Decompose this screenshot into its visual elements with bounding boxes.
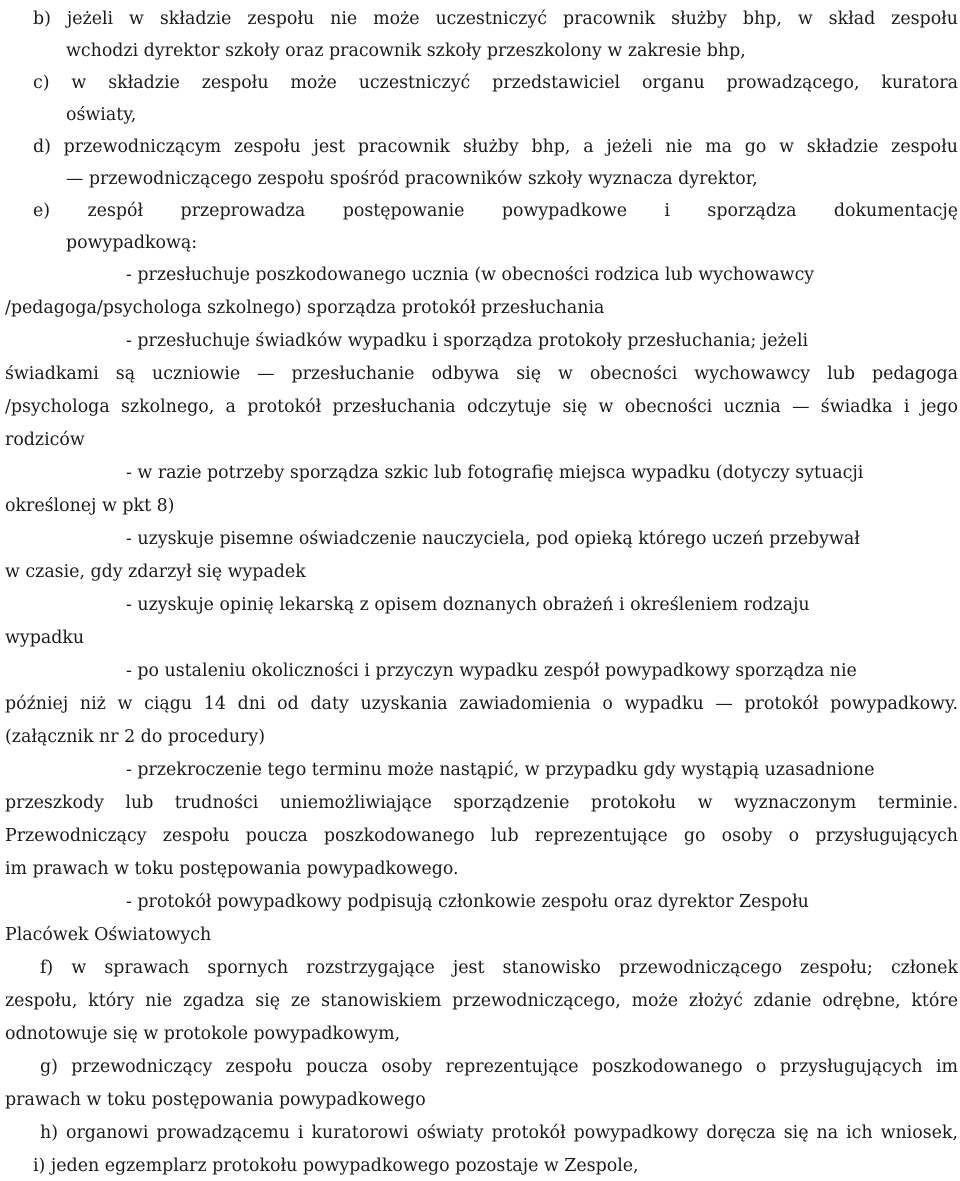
text-line: im prawach w toku postępowania powypadkowego. bbox=[5, 859, 459, 879]
text-line: f) w sprawach spornych rozstrzygające jest stanowisko przewodniczącego zespołu; członek bbox=[40, 958, 958, 978]
text-line: d) przewodniczącym zespołu jest pracownik służby bhp, a jeżeli nie ma go w składzie zespołu bbox=[33, 137, 958, 157]
text-line: prawach w toku postępowania powypadkowego bbox=[5, 1090, 426, 1110]
text-line: - przekroczenie tego terminu może nastąpić, w przypadku gdy wystąpią uzasadnione bbox=[126, 760, 875, 780]
text-line: rodziców bbox=[5, 430, 85, 450]
text-line: e) zespół przeprowadza postępowanie powypadkowe i sporządza dokumentację bbox=[33, 201, 958, 221]
text-line: c) w składzie zespołu może uczestniczyć przedstawiciel organu prowadzącego, kuratora bbox=[33, 73, 958, 93]
text-line: i) jeden egzemplarz protokołu powypadkowego pozostaje w Zespole, bbox=[33, 1156, 639, 1176]
text-line: zespołu, który nie zgadza się ze stanowiskiem przewodniczącego, może złożyć zdanie odrębne, które bbox=[5, 991, 958, 1011]
text-line: - uzyskuje opinię lekarską z opisem doznanych obrażeń i określeniem rodzaju bbox=[126, 595, 810, 615]
text-line: Przewodniczący zespołu poucza poszkodowanego lub reprezentujące go osoby o przysługujących bbox=[5, 826, 958, 846]
text-line: odnotowuje się w protokole powypadkowym, bbox=[5, 1024, 401, 1044]
text-line: - protokół powypadkowy podpisują członkowie zespołu oraz dyrektor Zespołu bbox=[126, 892, 809, 912]
text-line: /psychologa szkolnego, a protokół przesłuchania odczytuje się w obecności ucznia — świadka i jego bbox=[5, 397, 958, 417]
text-line: świadkami są uczniowie — przesłuchanie odbywa się w obecności wychowawcy lub pedagoga bbox=[5, 364, 958, 384]
text-line: - przesłuchuje świadków wypadku i sporządza protokoły przesłuchania; jeżeli bbox=[126, 331, 809, 351]
text-line: później niż w ciągu 14 dni od daty uzyskania zawiadomienia o wypadku — protokół powypadkowy. bbox=[5, 694, 958, 714]
text-line: oświaty, bbox=[66, 105, 137, 125]
text-line: g) przewodniczący zespołu poucza osoby reprezentujące poszkodowanego o przysługujących im bbox=[40, 1057, 958, 1077]
text-line: - w razie potrzeby sporządza szkic lub fotografię miejsca wypadku (dotyczy sytuacji bbox=[126, 463, 864, 483]
text-line: - uzyskuje pisemne oświadczenie nauczyciela, pod opieką którego uczeń przebywał bbox=[126, 529, 860, 549]
text-line: w czasie, gdy zdarzył się wypadek bbox=[5, 562, 306, 582]
text-line: /pedagoga/psychologa szkolnego) sporządza protokół przesłuchania bbox=[5, 298, 605, 318]
text-line: b) jeżeli w składzie zespołu nie może uczestniczyć pracownik służby bhp, w skład zespołu bbox=[33, 9, 958, 29]
text-line: wchodzi dyrektor szkoły oraz pracownik szkoły przeszkolony w zakresie bhp, bbox=[66, 41, 746, 61]
text-line: — przewodniczącego zespołu spośród pracowników szkoły wyznacza dyrektor, bbox=[66, 169, 758, 189]
text-line: Placówek Oświatowych bbox=[5, 925, 212, 945]
text-line: przeszkody lub trudności uniemożliwiające sporządzenie protokołu w wyznaczonym terminie. bbox=[5, 793, 958, 813]
text-line: - po ustaleniu okoliczności i przyczyn wypadku zespół powypadkowy sporządza nie bbox=[126, 661, 857, 681]
text-line: wypadku bbox=[5, 628, 85, 648]
text-line: (załącznik nr 2 do procedury) bbox=[5, 727, 266, 747]
text-line: powypadkową: bbox=[66, 233, 198, 253]
text-line: określonej w pkt 8) bbox=[5, 496, 175, 516]
text-line: h) organowi prowadzącemu i kuratorowi oświaty protokół powypadkowy doręcza się na ich wniosek, bbox=[40, 1123, 958, 1143]
text-line: - przesłuchuje poszkodowanego ucznia (w obecności rodzica lub wychowawcy bbox=[126, 265, 815, 285]
